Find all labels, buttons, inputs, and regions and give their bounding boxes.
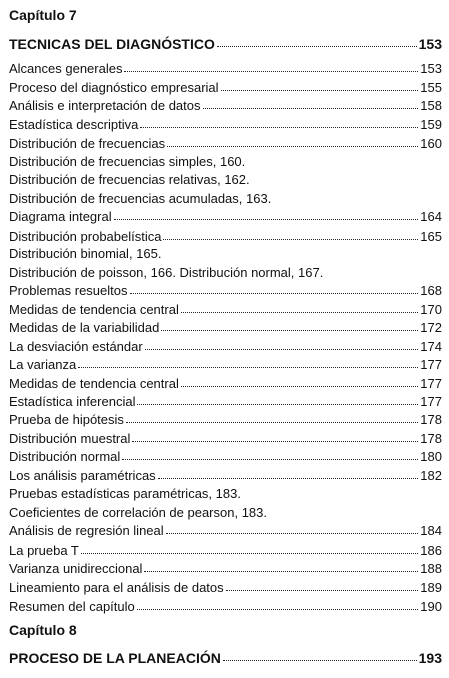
dot-leader [130, 282, 419, 294]
toc-entry-label: Alcances generales [9, 61, 123, 76]
toc-entry [9, 301, 442, 319]
toc-entry [9, 338, 442, 356]
toc-entry-label: La varianza [9, 357, 77, 372]
toc-page-number: 178 [420, 412, 442, 427]
toc-page-number: 160 [420, 136, 442, 151]
toc-entry [9, 97, 442, 115]
toc-entry-label: Resumen del capítulo [9, 599, 135, 614]
toc-entry [9, 430, 442, 448]
toc-page-number: 186 [420, 543, 442, 558]
toc-subtopic-line [9, 485, 442, 503]
toc-page-number: 189 [420, 580, 442, 595]
toc-entry-label: Distribución de frecuencias simples, 160. [9, 154, 246, 169]
toc-entry-label: Los análisis paramétricas [9, 468, 156, 483]
toc-entry [9, 522, 442, 540]
dot-leader [166, 522, 418, 534]
toc-page-number: 182 [420, 468, 442, 483]
toc-entry-label: Capítulo 7 [9, 7, 77, 23]
dot-leader [144, 560, 418, 572]
dot-leader [226, 579, 418, 591]
toc-subtopic-line [9, 171, 442, 189]
dot-leader [132, 430, 418, 442]
toc-entry-label: Distribución de frecuencias relativas, 162. [9, 172, 250, 187]
toc-entry [9, 356, 442, 374]
toc-entry-label: Distribución probabelística [9, 229, 162, 244]
toc-entry-label: Distribución de frecuencias acumuladas, 163. [9, 191, 272, 206]
toc-subtopic-line [9, 153, 442, 171]
toc-entry-label: Lineamiento para el análisis de datos [9, 580, 224, 595]
toc-entry-label: Capítulo 8 [9, 622, 77, 638]
toc-entry [9, 116, 442, 134]
toc-entry-label: Diagrama integral [9, 209, 112, 224]
dot-leader [137, 598, 418, 610]
chapter-title-entry [9, 649, 442, 667]
toc-page-number: 159 [420, 117, 442, 132]
toc-entry-label: TECNICAS DEL DIAGNÓSTICO [9, 36, 215, 52]
toc-page-number: 165 [420, 229, 442, 244]
toc-entry-label: Distribución de poisson, 166. Distribución normal, 167. [9, 265, 324, 280]
dot-leader [124, 60, 418, 72]
dot-leader [158, 467, 418, 479]
toc-page-number: 158 [420, 98, 442, 113]
toc-entry-label: Estadística descriptiva [9, 117, 139, 132]
toc-entry [9, 375, 442, 393]
toc-entry [9, 411, 442, 429]
toc-entry [9, 467, 442, 485]
toc-entry-label: La desviación estándar [9, 339, 143, 354]
dot-leader [140, 116, 418, 128]
toc-entry [9, 282, 442, 300]
dot-leader [161, 319, 418, 331]
toc-entry [9, 560, 442, 578]
toc-entry [9, 60, 442, 78]
toc-page-number: 168 [420, 283, 442, 298]
toc-subtopic-line [9, 190, 442, 208]
toc-entry-label: Problemas resueltos [9, 283, 128, 298]
toc-page-number: 177 [420, 394, 442, 409]
toc-entry-label: Medidas de tendencia central [9, 302, 179, 317]
dot-leader [126, 411, 418, 423]
toc-page-number: 174 [420, 339, 442, 354]
toc-entry-label: Análisis e interpretación de datos [9, 98, 201, 113]
toc-entry-label: Pruebas estadísticas paramétricas, 183. [9, 486, 241, 501]
toc-entry [9, 208, 442, 226]
toc-page-number: 193 [418, 650, 442, 666]
toc-entry-label: Varianza unidireccional [9, 561, 143, 576]
dot-leader [181, 301, 418, 313]
toc-page-number: 177 [420, 357, 442, 372]
dot-leader [137, 393, 418, 405]
toc-entry [9, 598, 442, 616]
toc-page-number: 178 [420, 431, 442, 446]
toc-page-number: 153 [420, 61, 442, 76]
dot-leader [114, 208, 418, 220]
dot-leader [221, 79, 418, 91]
toc-page-number: 190 [420, 599, 442, 614]
toc-entry [9, 579, 442, 597]
toc-entry [9, 228, 442, 246]
dot-leader [81, 542, 418, 554]
toc-entry [9, 319, 442, 337]
toc-subtopic-line [9, 264, 442, 282]
dot-leader [167, 135, 418, 147]
toc-entry [9, 135, 442, 153]
dot-leader [78, 356, 418, 368]
toc-page-number: 155 [420, 80, 442, 95]
toc-page-number: 177 [420, 376, 442, 391]
toc-entry-label: Análisis de regresión lineal [9, 523, 164, 538]
toc-entry [9, 542, 442, 560]
chapter-heading [9, 621, 442, 639]
toc-entry [9, 393, 442, 411]
toc-entry [9, 79, 442, 97]
toc-entry-label: Distribución muestral [9, 431, 131, 446]
dot-leader [217, 35, 417, 47]
toc-entry-label: PROCESO DE LA PLANEACIÓN [9, 650, 221, 666]
toc-subtopic-line [9, 245, 442, 263]
toc-entry-label: Distribución de frecuencias [9, 136, 166, 151]
dot-leader [203, 97, 418, 109]
toc-entry-label: Medidas de la variabilidad [9, 320, 160, 335]
chapter-heading [9, 6, 442, 24]
dot-leader [163, 228, 418, 240]
dot-leader [223, 649, 417, 661]
toc-entry-label: Distribución normal [9, 449, 121, 464]
toc-entry [9, 448, 442, 466]
toc-subtopic-line [9, 504, 442, 522]
dot-leader [145, 338, 418, 350]
toc-page-number: 170 [420, 302, 442, 317]
toc-page-number: 172 [420, 320, 442, 335]
toc-entry-label: Distribución binomial, 165. [9, 246, 162, 261]
toc-entry-label: Prueba de hipótesis [9, 412, 124, 427]
toc-page-number: 180 [420, 449, 442, 464]
toc-entry-label: Medidas de tendencia central [9, 376, 179, 391]
toc-entry-label: Estadística inferencial [9, 394, 136, 409]
dot-leader [181, 375, 418, 387]
toc-entry-label: Coeficientes de correlación de pearson, 183. [9, 505, 267, 520]
toc-entry-label: La prueba T [9, 543, 79, 558]
dot-leader [122, 448, 418, 460]
toc-page-number: 153 [418, 36, 442, 52]
chapter-title-entry [9, 35, 442, 53]
toc-page-number: 164 [420, 209, 442, 224]
toc-entry-label: Proceso del diagnóstico empresarial [9, 80, 219, 95]
toc-page-number: 188 [420, 561, 442, 576]
toc-page-number: 184 [420, 523, 442, 538]
